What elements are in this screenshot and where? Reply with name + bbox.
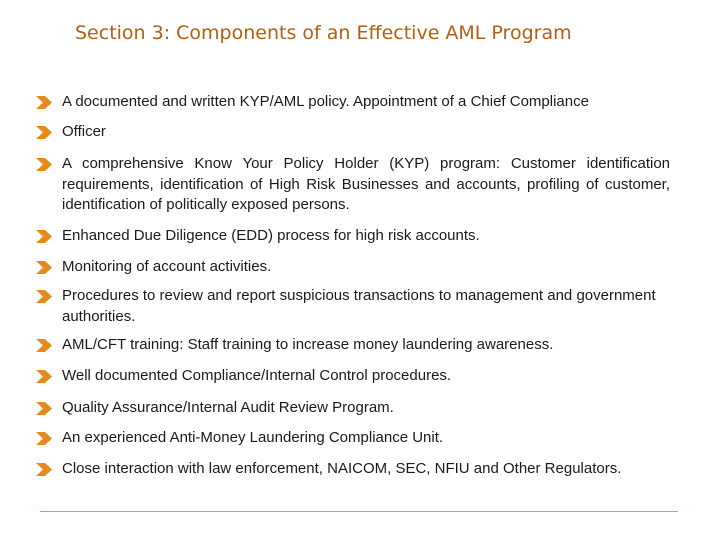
- slide-title: Section 3: Components of an Effective AML Program: [75, 22, 572, 44]
- list-item-text: Well documented Compliance/Internal Control procedures.: [62, 367, 452, 384]
- chevron-right-icon: [36, 126, 52, 139]
- list-item-text: Quality Assurance/Internal Audit Review Program.: [62, 399, 394, 416]
- chevron-right-icon: [36, 158, 52, 171]
- chevron-right-icon: [36, 339, 52, 352]
- list-item-text: Close interaction with law enforcement, NAICOM, SEC, NFIU and Other Regulators.: [62, 460, 622, 477]
- list-item-text: Monitoring of account activities.: [62, 258, 272, 275]
- chevron-right-icon: [36, 370, 52, 383]
- chevron-right-icon: [36, 402, 52, 415]
- footer-divider: [40, 511, 678, 512]
- list-item-text: Procedures to review and report suspicious transactions to management and government authorities.: [62, 287, 656, 325]
- list-item-text: Officer: [62, 123, 106, 140]
- chevron-right-icon: [36, 261, 52, 274]
- chevron-right-icon: [36, 96, 52, 109]
- chevron-right-icon: [36, 432, 52, 445]
- chevron-right-icon: [36, 463, 52, 476]
- list-item-text: A comprehensive Know Your Policy Holder (KYP) program: Customer identification requirements, identification of High Risk Businesses and accounts, profiling of customer, identification of politically exposed persons.: [62, 155, 670, 213]
- chevron-right-icon: [36, 230, 52, 243]
- list-item-text: Enhanced Due Diligence (EDD) process for high risk accounts.: [62, 227, 480, 244]
- list-item-text: An experienced Anti-Money Laundering Compliance Unit.: [62, 429, 444, 446]
- chevron-right-icon: [36, 290, 52, 303]
- list-item-text: A documented and written KYP/AML policy. Appointment of a Chief Compliance: [62, 93, 589, 110]
- list-item-text: AML/CFT training: Staff training to increase money laundering awareness.: [62, 336, 554, 353]
